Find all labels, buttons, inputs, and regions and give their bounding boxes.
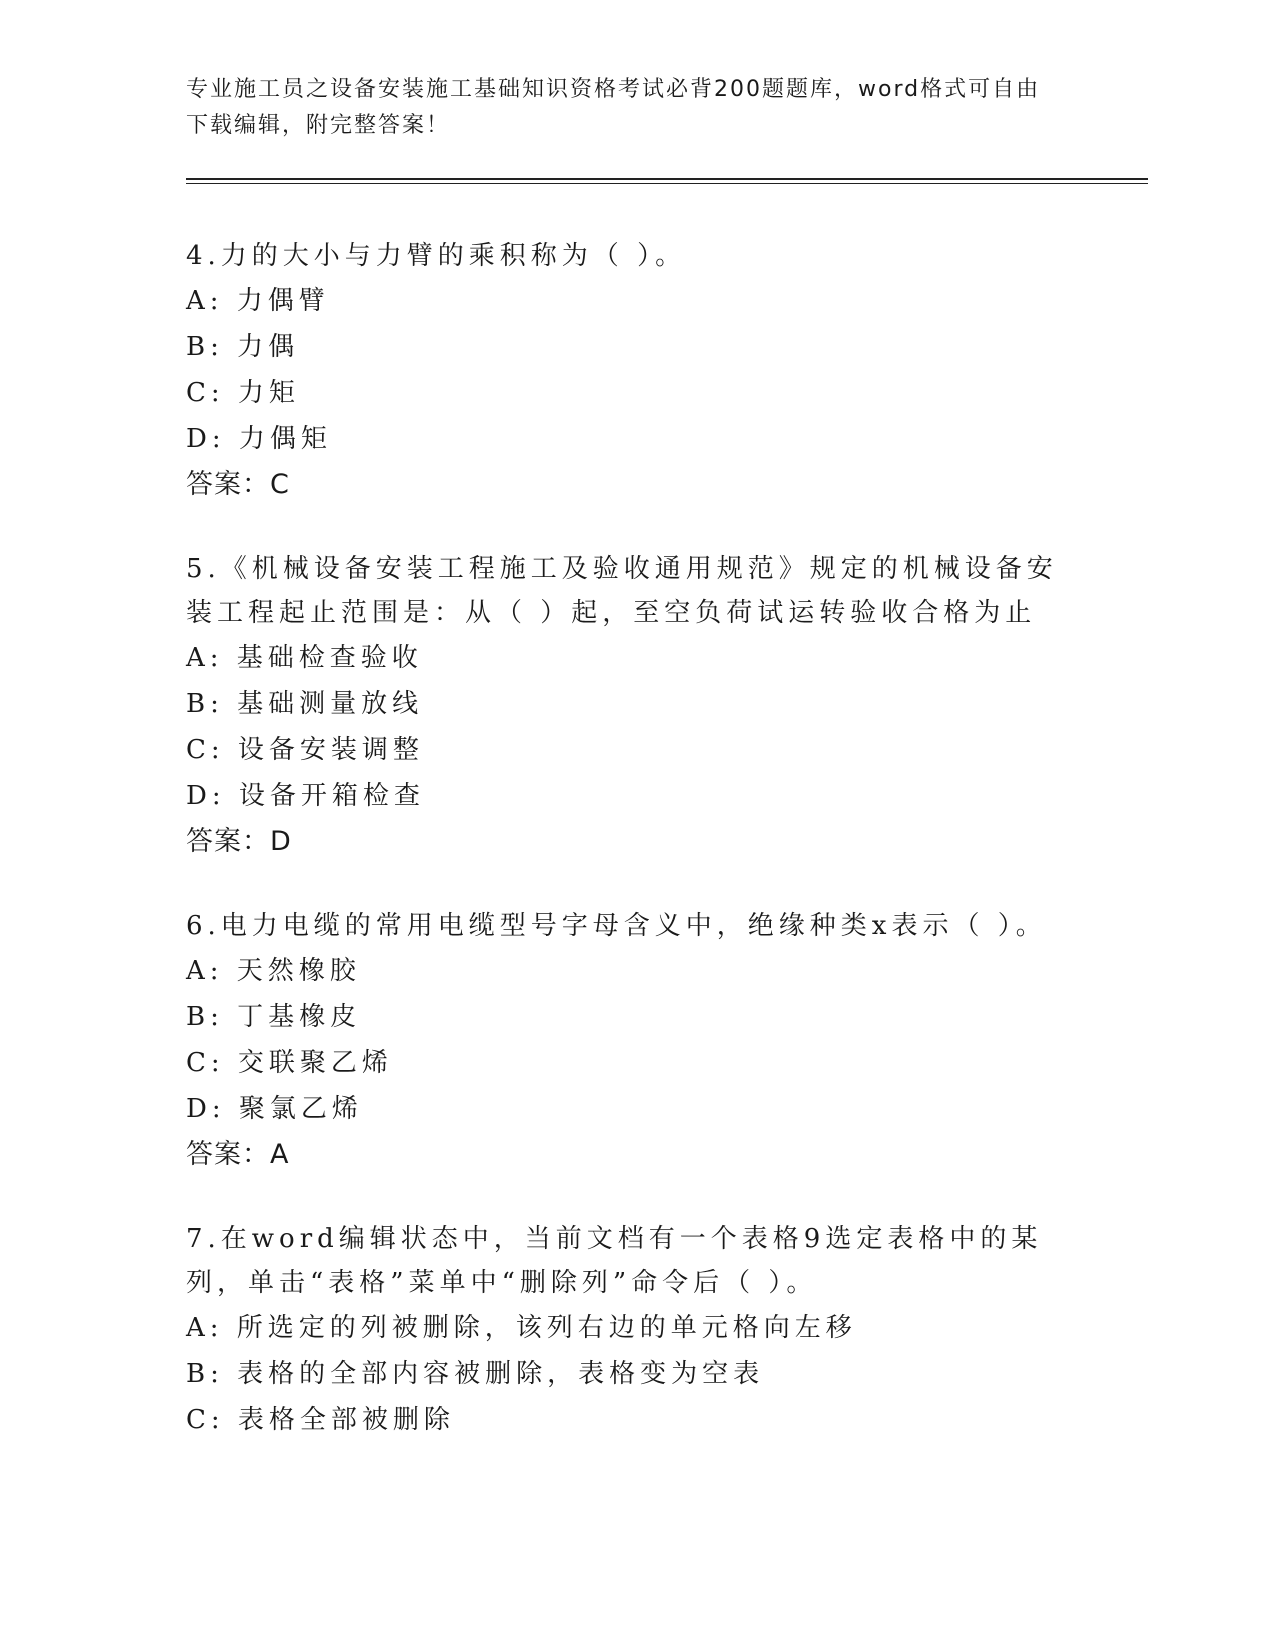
header-divider-thin <box>186 183 1148 184</box>
question-stem: 6.电力电缆的常用电缆型号字母含义中，绝缘种类x表示（ ）。 <box>186 911 1047 941</box>
option-a: A: 天然橡胶 <box>186 956 361 986</box>
option-d: D: 力偶矩 <box>186 424 332 454</box>
option-b: B: 力偶 <box>186 332 300 362</box>
question-stem: 4.力的大小与力臂的乘积称为（ ）。 <box>186 241 687 271</box>
document-header: 专业施工员之设备安装施工基础知识资格考试必背200题题库，word格式可自由 下载编辑，附完整答案！ <box>186 77 1041 138</box>
option-b: B: 表格的全部内容被删除，表格变为空表 <box>186 1359 765 1389</box>
option-d: D: 设备开箱检查 <box>186 781 425 811</box>
answer-line: 答案：C <box>186 469 290 500</box>
option-b: B: 丁基橡皮 <box>186 1002 362 1032</box>
question-6 <box>186 904 1086 1178</box>
option-a: A: 基础检查验收 <box>186 643 423 673</box>
option-c: C: 表格全部被删除 <box>186 1405 455 1435</box>
option-a: A: 所选定的列被删除，该列右边的单元格向左移 <box>186 1313 857 1343</box>
answer-line: 答案：A <box>186 1139 290 1170</box>
question-4 <box>186 234 1086 508</box>
question-stem: 5.《机械设备安装工程施工及验收通用规范》规定的机械设备安装工程起止范围是：从（ ）起，至空负荷试运转验收合格为止 <box>186 554 1058 628</box>
option-c: C: 力矩 <box>186 378 300 408</box>
question-list <box>186 234 1086 1482</box>
option-a: A: 力偶臂 <box>186 286 330 316</box>
option-c: C: 设备安装调整 <box>186 735 424 765</box>
question-stem: 7.在word编辑状态中，当前文档有一个表格9选定表格中的某列，单击“表格”菜单中“删除列”命令后（ ）。 <box>186 1224 1043 1298</box>
option-d: D: 聚氯乙烯 <box>186 1094 363 1124</box>
header-divider-thick <box>186 178 1148 180</box>
option-b: B: 基础测量放线 <box>186 689 424 719</box>
question-5 <box>186 547 1086 865</box>
question-7 <box>186 1217 1086 1443</box>
option-c: C: 交联聚乙烯 <box>186 1048 393 1078</box>
answer-line: 答案：D <box>186 826 292 857</box>
